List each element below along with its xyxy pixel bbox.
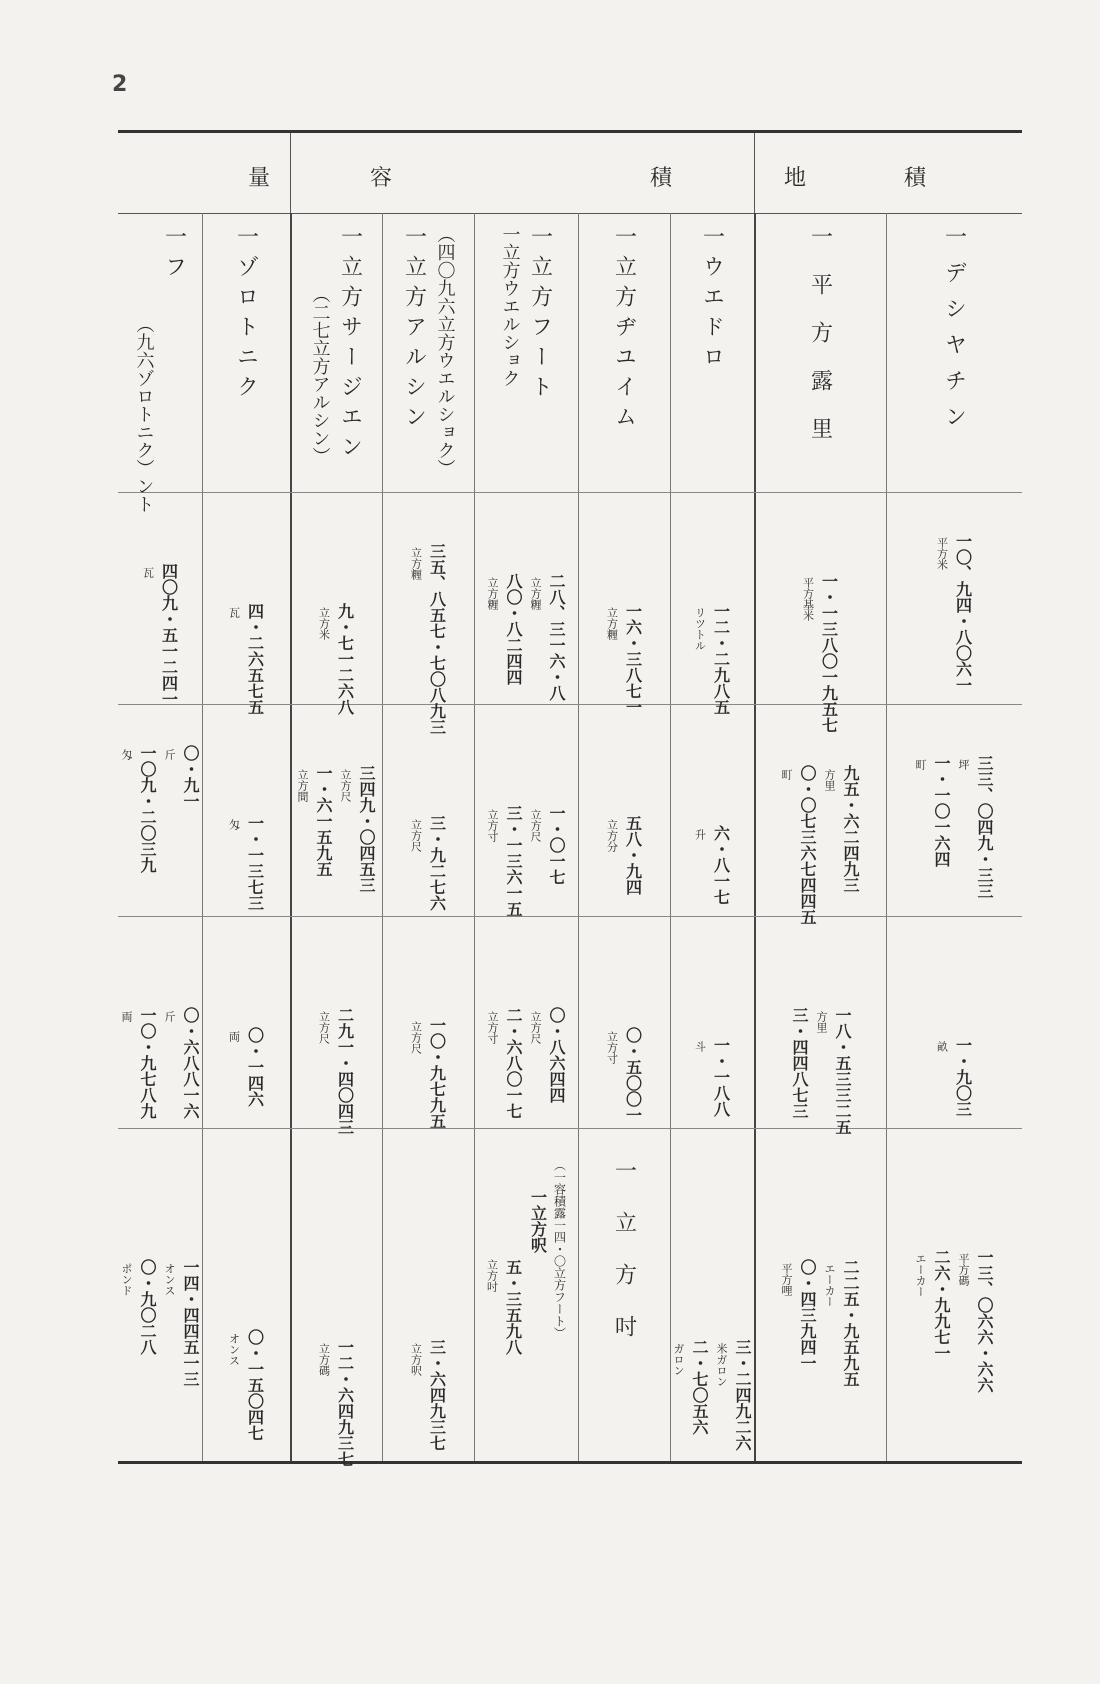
- value-cell-metric: [118, 493, 202, 705]
- unit: 立方糎: [529, 577, 542, 610]
- unit: 平方米: [935, 537, 949, 570]
- unit-subname: （二七立方アルシン）: [309, 285, 331, 465]
- value: 六・八一七: [711, 825, 731, 905]
- value-cell-english: [382, 1129, 474, 1461]
- value-cell-chinese: [118, 917, 202, 1129]
- unit-name: 一ウエドロ: [699, 225, 725, 375]
- unit: 平方哩: [780, 1263, 793, 1296]
- unit: 斤: [163, 749, 176, 760]
- page-number: 2: [112, 72, 128, 97]
- value: 五・三五九八: [503, 1259, 523, 1355]
- value-cell-metric: [670, 493, 754, 715]
- header-cell: [290, 213, 382, 493]
- value-cell-japanese: [670, 705, 754, 917]
- unit-name: 一立方フート: [527, 225, 553, 405]
- value: 四・二六五七五: [245, 603, 265, 715]
- unit: 立方糎: [486, 577, 499, 610]
- value: 三四九・〇四五三: [357, 765, 376, 893]
- value: 一八・五三三二五: [833, 1007, 852, 1135]
- unit-name: 一立方アルシン: [401, 225, 427, 435]
- unit: 坪: [957, 759, 970, 770]
- unit: 升: [693, 829, 707, 840]
- value: 〇・一四六: [245, 1027, 265, 1107]
- unit: ガロン: [672, 1343, 685, 1376]
- value: 一立方呎: [528, 1189, 548, 1253]
- unit: 方里: [823, 769, 836, 791]
- unit: オンス: [227, 1333, 241, 1366]
- value-cell-chinese: [578, 917, 670, 1129]
- unit: 立方吋: [485, 1259, 499, 1292]
- value: 一・一三七三: [245, 815, 265, 911]
- value: 二八、三一六・八: [547, 573, 566, 701]
- unit-subname: 一立方ウエルショク: [499, 225, 521, 387]
- column-cubic-sazhen: [290, 213, 383, 1467]
- unit: 瓦: [141, 567, 155, 578]
- column-vedro: [670, 213, 756, 1461]
- value: 一〇・九七九五: [427, 1017, 447, 1129]
- value: 一・六一五九五: [314, 765, 333, 877]
- column-cubic-foot: [474, 213, 579, 1461]
- value: 〇・一五〇四七: [245, 1329, 265, 1441]
- value-cell-metric: [886, 493, 1022, 705]
- value-cell-chinese: [382, 917, 474, 1129]
- value-cell-chinese: [290, 917, 382, 1135]
- value: 一〇、九四・八〇六一: [953, 533, 973, 693]
- value-cell-english: [886, 1129, 1022, 1461]
- value: 三五、八五七・七〇八九三: [427, 543, 447, 735]
- group-label-weight: 量: [248, 166, 271, 191]
- value-cell-chinese: [886, 917, 1022, 1129]
- unit: 立方寸: [605, 1031, 619, 1064]
- value: 一・〇一七: [547, 805, 566, 885]
- unit: エーカー: [823, 1263, 836, 1307]
- value-cell-metric: [382, 493, 474, 735]
- value-cell-metric: [290, 493, 382, 715]
- value-cell-metric: [202, 493, 290, 715]
- unit: 平方基米: [801, 577, 815, 621]
- value-cell-english: [202, 1129, 290, 1461]
- value: 一・九〇三: [953, 1037, 973, 1117]
- unit-subname: （四〇九六立方ウエルショク）: [434, 225, 456, 477]
- column-funt: [118, 213, 203, 1461]
- unit: 町: [914, 759, 927, 770]
- unit: 立方尺: [339, 769, 352, 802]
- value-note: （一容積露一四・〇立方フート）: [552, 1159, 567, 1339]
- header-cell: [754, 213, 886, 493]
- value-cell-chinese: [474, 917, 578, 1129]
- value: 二六・九九七一: [932, 1249, 951, 1361]
- value: 〇・〇七三六七四四五: [798, 765, 817, 925]
- value: 五八・九四: [623, 815, 643, 895]
- unit: 立方尺: [317, 1011, 331, 1044]
- unit: 立方尺: [409, 819, 423, 852]
- header-cell: [578, 213, 670, 493]
- header-cell: [670, 213, 754, 493]
- unit: 斤: [163, 1011, 176, 1022]
- value: 三三、〇四九・三三: [975, 755, 994, 899]
- value-cell-english: [670, 1129, 754, 1461]
- value-cell-english: [474, 1129, 578, 1461]
- value-cell-metric: [754, 493, 886, 733]
- value: 八〇・八二四四: [504, 573, 523, 685]
- column-cubic-inch: [578, 213, 671, 1461]
- value-cell-english: [578, 1129, 670, 1461]
- value-cell-metric: [474, 493, 578, 705]
- unit: 匁: [120, 749, 133, 760]
- value: 一〇九・二〇三九: [138, 745, 157, 873]
- group-label-volume-a: 容: [370, 166, 393, 191]
- value: 三・四四八七三: [790, 1007, 809, 1119]
- group-weight: [118, 133, 291, 213]
- unit: 両: [227, 1031, 241, 1042]
- value: 一二・六四九三七: [335, 1339, 355, 1467]
- value-cell-chinese: [670, 917, 754, 1129]
- value: 三・一三六一五: [504, 805, 523, 917]
- value-cell-japanese: [290, 705, 382, 917]
- value: 一・一〇一六四: [932, 755, 951, 867]
- unit: 立方間: [296, 769, 309, 802]
- unit-name: 一平方露里: [807, 225, 833, 465]
- unit: 立方碼: [317, 1343, 331, 1376]
- unit: 立方糎: [409, 547, 423, 580]
- unit: ポンド: [120, 1263, 133, 1296]
- value: 一〇・九七八九: [138, 1007, 157, 1119]
- unit: 立方寸: [486, 809, 499, 842]
- value: 一三、〇六六・六六: [975, 1249, 994, 1393]
- unit-name: 一フ: [161, 225, 187, 285]
- value: 〇・四三九四一: [798, 1259, 817, 1371]
- column-zolotnik: [202, 213, 292, 1461]
- unit: 立方尺: [409, 1021, 423, 1054]
- unit: 立方糎: [605, 607, 619, 640]
- unit: 畝: [935, 1041, 949, 1052]
- value: 四〇九・五一二四一: [159, 563, 179, 707]
- unit: 立方米: [317, 607, 331, 640]
- value: 一・一三八〇一九五七: [819, 573, 839, 733]
- value: 三・六四九三七: [427, 1339, 447, 1451]
- value: 一六・三八七一: [623, 603, 643, 715]
- value-cell-english: [290, 1129, 382, 1467]
- header-cell: [886, 213, 1022, 493]
- column-desyatina: [886, 213, 1022, 1461]
- value: 一・一八八: [711, 1037, 731, 1117]
- unit: 瓦: [227, 607, 241, 618]
- unit: オンス: [163, 1263, 176, 1296]
- unit: 立方尺: [529, 1011, 542, 1044]
- value-cell-japanese: [474, 705, 578, 917]
- value: 一四・四四五一三: [181, 1259, 200, 1387]
- unit: 平方碼: [957, 1253, 970, 1286]
- value: 九・七一二六八: [335, 603, 355, 715]
- unit: 立方寸: [486, 1011, 499, 1044]
- unit: 町: [780, 769, 793, 780]
- column-square-verst: [754, 213, 887, 1461]
- unit-name: 一ゾロトニク: [233, 225, 259, 405]
- value: 九五・六二四九三: [841, 765, 860, 893]
- value: 三・二四九二六: [733, 1339, 752, 1451]
- value-cell-metric: [578, 493, 670, 715]
- unit: 匁: [227, 819, 241, 830]
- value: 三・九二七六: [427, 815, 447, 911]
- value-cell-english: [118, 1129, 202, 1461]
- value-cell-japanese: [754, 705, 886, 925]
- unit-name: 一立方サージエン: [337, 225, 363, 465]
- column-cubic-arshin: [382, 213, 475, 1461]
- group-volume: [290, 133, 755, 213]
- header-cell: [382, 213, 474, 493]
- value-cell-japanese: [202, 705, 290, 917]
- header-cell: [118, 213, 202, 513]
- value: 一立方吋: [611, 1159, 637, 1367]
- group-header-row: [118, 133, 1022, 214]
- value: 〇・八六四四: [547, 1007, 566, 1103]
- value-cell-chinese: [754, 917, 886, 1135]
- group-label-area-b: 積: [904, 166, 927, 191]
- unit: 斗: [693, 1041, 707, 1052]
- value: 二・六八〇一七: [504, 1007, 523, 1119]
- unit: 立方分: [605, 819, 619, 852]
- unit: 両: [120, 1011, 133, 1022]
- unit: 米ガロン: [715, 1343, 728, 1387]
- value: 〇・九一: [181, 745, 200, 809]
- value: 二九一・四〇四三: [335, 1007, 355, 1135]
- unit-name: 一デシヤチン: [941, 225, 967, 441]
- unit: リツトル: [693, 607, 707, 651]
- value: 二二五・九五九五: [841, 1259, 860, 1387]
- unit: 立方呎: [409, 1343, 423, 1376]
- unit: 方里: [815, 1011, 828, 1033]
- value-cell-japanese: [886, 705, 1022, 917]
- unit-subname: （九六ゾロトニク）ント: [133, 315, 155, 513]
- value-cell-chinese: [202, 917, 290, 1129]
- group-area: [754, 133, 1022, 213]
- value-cell-japanese: [578, 705, 670, 917]
- value-cell-japanese: [118, 705, 202, 917]
- header-cell: [202, 213, 290, 493]
- group-label-volume-b: 積: [650, 166, 673, 191]
- value: 〇・九〇二八: [138, 1259, 157, 1355]
- group-label-area-a: 地: [784, 166, 807, 191]
- unit: エーカー: [914, 1253, 927, 1297]
- value-cell-japanese: [382, 705, 474, 917]
- value: 二・七〇五六: [690, 1339, 709, 1435]
- unit: 立方尺: [529, 809, 542, 842]
- value: 〇・五〇〇一: [623, 1027, 643, 1123]
- conversion-table: [118, 130, 1022, 1467]
- value-cell-english: [754, 1129, 886, 1461]
- value: 〇・六八八一六: [181, 1007, 200, 1119]
- header-cell: [474, 213, 578, 493]
- value: 一二・二九八五: [711, 603, 731, 715]
- unit-name: 一立方ヂユイム: [611, 225, 637, 435]
